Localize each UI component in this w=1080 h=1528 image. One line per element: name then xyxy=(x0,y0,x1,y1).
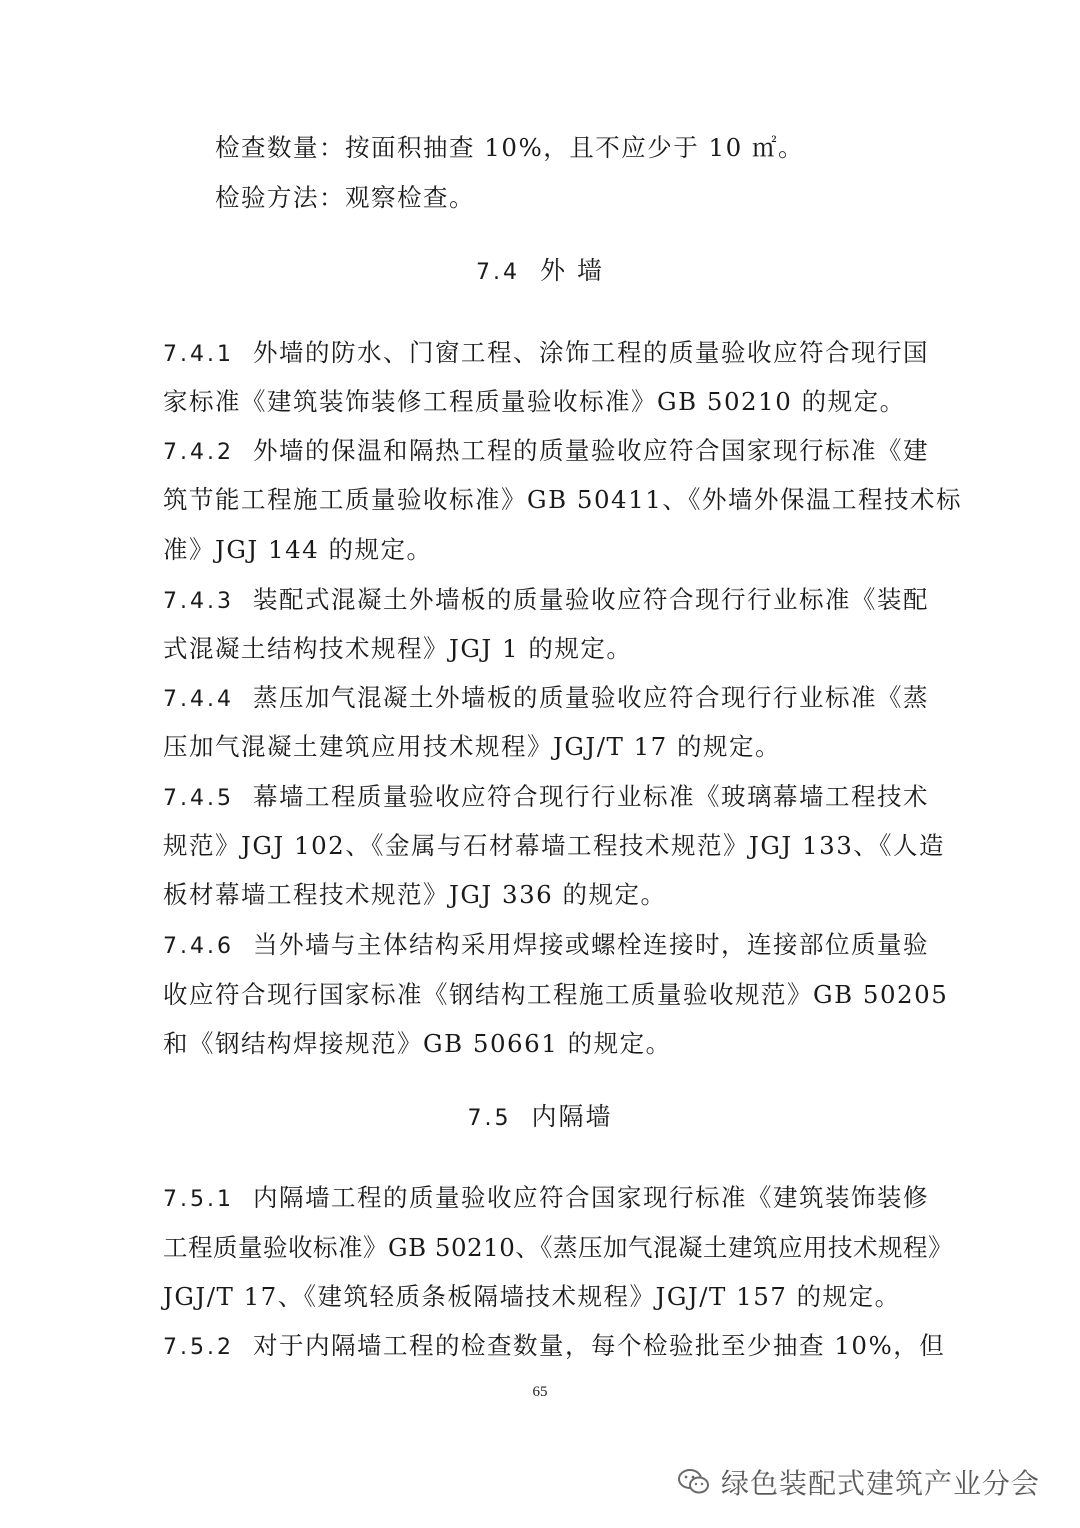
section-number: 7.4 xyxy=(476,260,521,285)
clause-text: 装配式混凝土外墙板的质量验收应符合现行行业标准《装配 xyxy=(253,585,929,614)
clause-text: 对于内隔墙工程的检查数量，每个检验批至少抽查 10%，但 xyxy=(253,1331,946,1360)
clause-number: 7.4.4 xyxy=(163,687,234,712)
clause-text: 和《钢结构焊接规范》GB 50661 的规定。 xyxy=(163,1029,672,1058)
clause-text: 收应符合现行国家标准《钢结构工程施工质量验收规范》GB 50205 xyxy=(163,980,949,1009)
section-heading-7-4 xyxy=(0,256,1080,288)
clause-text: 式混凝土结构技术规程》JGJ 1 的规定。 xyxy=(163,634,633,663)
clause-text: JGJ/T 17、《建筑轻质条板隔墙技术规程》JGJ/T 157 的规定。 xyxy=(163,1282,901,1311)
clause-number: 7.4.3 xyxy=(163,589,234,614)
clause-text: 幕墙工程质量验收应符合现行行业标准《玻璃幕墙工程技术 xyxy=(253,782,929,811)
clause-number: 7.4.1 xyxy=(163,342,234,367)
page-number: 65 xyxy=(532,1384,548,1400)
wechat-icon xyxy=(677,1467,711,1497)
clause-text: 筑节能工程施工质量验收标准》GB 50411、《外墙外保温工程技术标 xyxy=(163,485,963,514)
clause-text: 规范》JGJ 102、《金属与石材幕墙工程技术规范》JGJ 133、《人造 xyxy=(163,831,946,860)
section-heading-7-5 xyxy=(0,1102,1080,1134)
intro-line-1: 检查数量：按面积抽查 10%，且不应少于 10 ㎡。 xyxy=(215,133,804,162)
clause-number: 7.5.2 xyxy=(163,1335,234,1360)
clause-text: 当外墙与主体结构采用焊接或螺栓连接时，连接部位质量验 xyxy=(253,930,929,959)
clause-text: 外墙的防水、门窗工程、涂饰工程的质量验收应符合现行国 xyxy=(253,338,929,367)
clause-text: 内隔墙工程的质量验收应符合国家现行标准《建筑装饰装修 xyxy=(253,1183,929,1212)
watermark xyxy=(677,1462,1040,1502)
clause-text: 板材幕墙工程技术规范》JGJ 336 的规定。 xyxy=(163,880,667,909)
section-title: 内隔墙 xyxy=(531,1102,613,1131)
intro-line-2: 检验方法：观察检查。 xyxy=(215,183,475,212)
clause-text: 压加气混凝土建筑应用技术规程》JGJ/T 17 的规定。 xyxy=(163,732,782,761)
clause-text: 外墙的保温和隔热工程的质量验收应符合国家现行标准《建 xyxy=(253,436,929,465)
section-number: 7.5 xyxy=(467,1106,512,1131)
section-title: 外 墙 xyxy=(540,256,604,285)
clause-text: 蒸压加气混凝土外墙板的质量验收应符合现行行业标准《蒸 xyxy=(253,683,929,712)
clause-text: 家标准《建筑装饰装修工程质量验收标准》GB 50210 的规定。 xyxy=(163,387,906,416)
clause-number: 7.5.1 xyxy=(163,1187,234,1212)
clause-number: 7.4.6 xyxy=(163,934,234,959)
clause-number: 7.4.2 xyxy=(163,440,234,465)
watermark-text: 绿色装配式建筑产业分会 xyxy=(720,1467,1040,1500)
clause-text: 工程质量验收标准》GB 50210、《蒸压加气混凝土建筑应用技术规程》 xyxy=(163,1233,954,1262)
clause-text: 准》JGJ 144 的规定。 xyxy=(163,535,433,564)
clause-number: 7.4.5 xyxy=(163,786,234,811)
